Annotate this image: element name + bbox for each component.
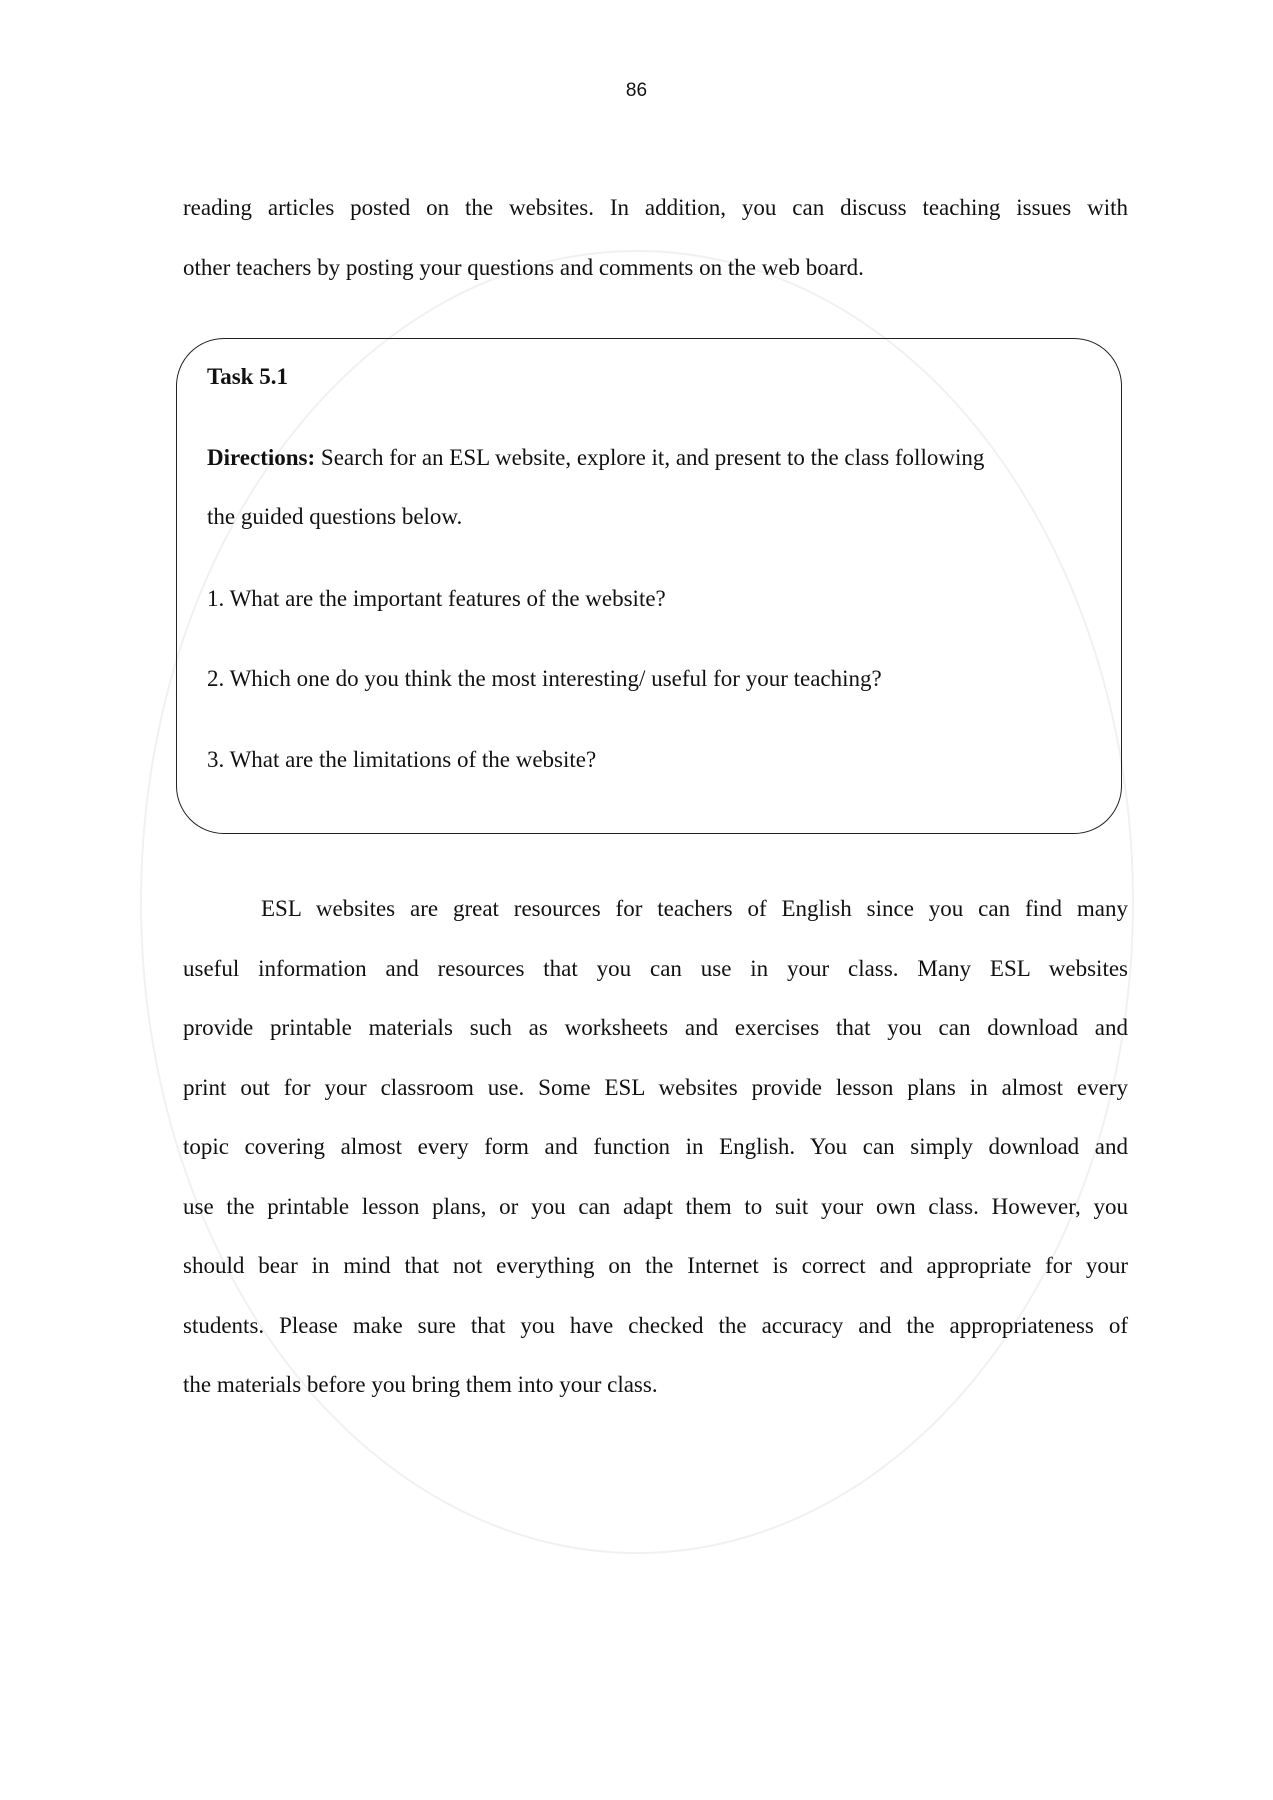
- directions-label: Directions:: [207, 445, 316, 470]
- task-directions-line2: the guided questions below.: [207, 504, 463, 529]
- question-3: 3. What are the limitations of the website?: [207, 747, 597, 772]
- task-directions: [207, 443, 984, 473]
- intro-paragraph: [183, 178, 1128, 297]
- page-number: 86: [625, 80, 648, 101]
- question-1: 1. What are the important features of the website?: [207, 586, 666, 611]
- directions-text: Search for an ESL website, explore it, and present to the class following: [315, 445, 985, 470]
- paragraph-line: should bear in mind that not everything on the Internet is correct and appropriate for your: [183, 1253, 1128, 1278]
- question-2: 2. Which one do you think the most interesting/ useful for your teaching?: [207, 666, 882, 691]
- paragraph-line: provide printable materials such as worksheets and exercises that you can download and: [183, 1015, 1128, 1040]
- paragraph-line: ESL websites are great resources for teachers of English since you can find many: [261, 896, 1128, 921]
- task-title: [207, 362, 288, 392]
- paragraph-line: topic covering almost every form and function in English. You can simply download and: [183, 1134, 1128, 1159]
- paragraph-line: the materials before you bring them into your class.: [183, 1372, 658, 1397]
- paragraph-line: useful information and resources that you can use in your class. Many ESL websites: [183, 955, 1128, 981]
- task-title-text: Task 5.1: [207, 364, 288, 389]
- body-paragraph: [183, 879, 1128, 1415]
- paragraph-line: reading articles posted on the websites. In addition, you can discuss teaching issues with: [183, 195, 1128, 220]
- paragraph-line: print out for your classroom use. Some ESL websites provide lesson plans in almost every: [183, 1074, 1128, 1100]
- paragraph-line: other teachers by posting your questions and comments on the web board.: [183, 254, 864, 280]
- paragraph-line: use the printable lesson plans, or you can adapt them to suit your own class. However, you: [183, 1193, 1128, 1219]
- paragraph-line: students. Please make sure that you have checked the accuracy and the appropriateness of: [183, 1312, 1128, 1338]
